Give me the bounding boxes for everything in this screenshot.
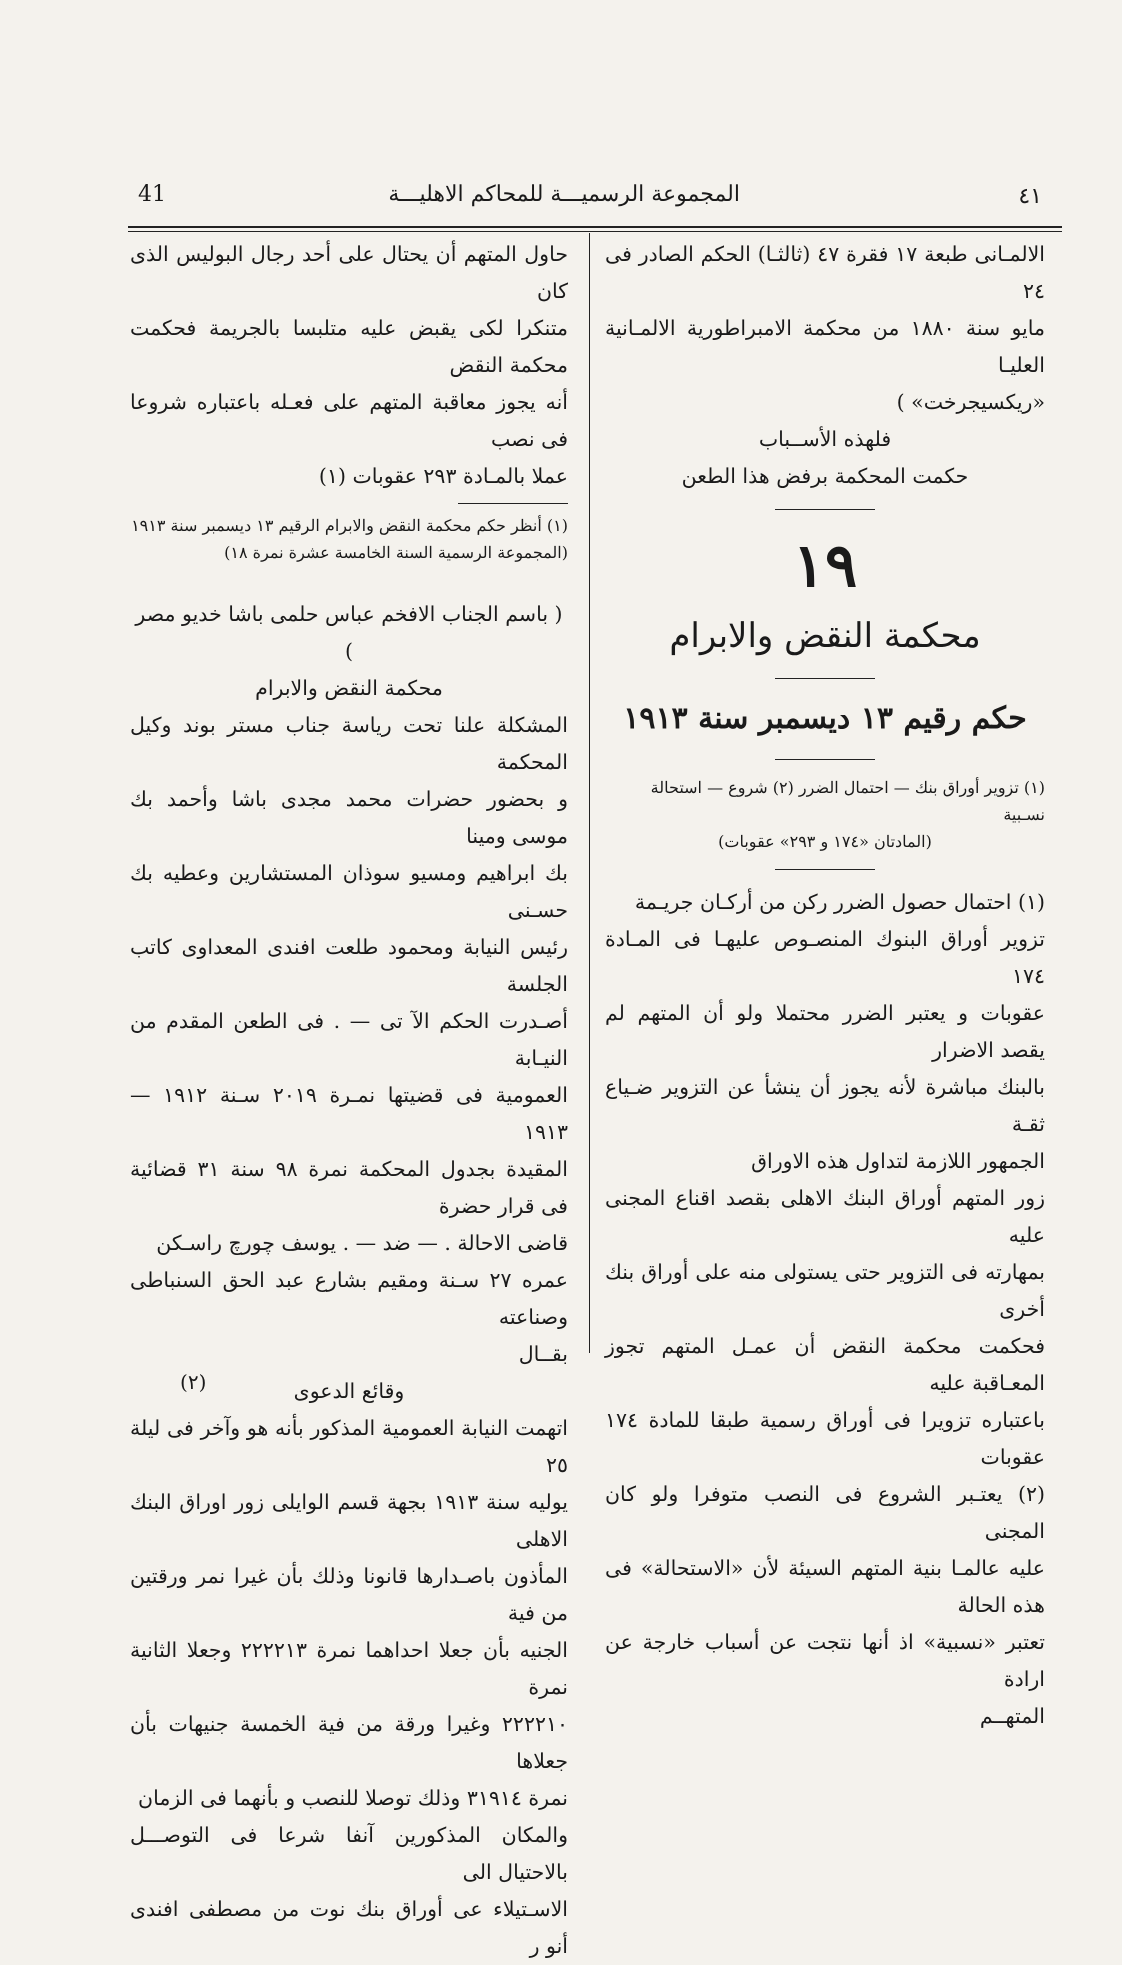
text-line: تعتبر «نسبية» اذ أنها نتجت عن أسباب خارجة عن ارادة xyxy=(605,1630,1045,1691)
text-line: رئيس النيابة ومحمود طلعت افندى المعداوى كاتب الجلسة xyxy=(130,935,568,996)
text-line: عليه عالمـا بنية المتهم السيئة لأن «الاستحالة» فى هذه الحالة xyxy=(605,1556,1045,1617)
facts-heading: وقائع الدعوى xyxy=(293,1379,405,1403)
text-line: تزوير أوراق البنوك المنصـوص عليهـا فى المـادة ١٧٤ xyxy=(605,927,1045,988)
text-line: «ريكسيجرخت» ) xyxy=(896,390,1045,414)
text-line: المأذون باصـدارها قانونا وذلك بأن غيرا نمر ورقتين من فية xyxy=(130,1564,568,1625)
footnote-line: (المجموعة الرسمية السنة الخامسة عشرة نمرة ١٨) xyxy=(224,543,568,562)
text-line: زور المتهم أوراق البنك الاهلى بقصد اقناع المجنى عليه xyxy=(605,1186,1045,1247)
text-line: فحكمت محكمة النقض أن عمـل المتهم تجوز المعـاقبة عليه xyxy=(605,1334,1045,1395)
section-rule xyxy=(775,759,875,760)
text-line: (١) احتمال حصول الضرر ركن من أركـان جريـمة xyxy=(634,890,1045,914)
reasons-heading: فلهذه الأســباب xyxy=(758,427,892,451)
court-name: محكمة النقض والابرام xyxy=(669,616,981,656)
text-line: باعتباره تزويرا فى أوراق رسمية طبقا للمادة ١٧٤ عقوبات xyxy=(605,1408,1045,1469)
summary-line: نسـبية xyxy=(1003,805,1045,824)
case-number: ١٩ xyxy=(792,531,858,601)
text-line: أنه يجوز معاقبة المتهم على فعـله باعتباره شروعا فى نصب xyxy=(130,390,568,451)
text-line: الجنيه بأن جعلا احداهما نمرة ٢٢٢٢١٣ وجعلا الثانية نمرة xyxy=(130,1638,568,1699)
text-line: أصـدرت الحكم الآ تى — . فى الطعن المقدم من النيـابة xyxy=(130,1009,568,1070)
text-line: والمكان المذكورين آنفا شرعا فى التوصـــل بالاحتيال الى xyxy=(130,1823,568,1884)
footnote-line: (١) أنظر حكم محكمة النقض والابرام الرقيم ١٣ ديسمبر سنة ١٩١٣ xyxy=(131,516,568,535)
footnote-separator xyxy=(458,503,568,504)
column-divider xyxy=(589,233,590,1353)
left-column xyxy=(605,236,1045,1735)
text-line: قاضى الاحالة . — ضد — . يوسف چورچ راسـكن xyxy=(156,1231,568,1255)
journal-title: المجموعة الرسميـــة للمحاكم الاهليـــة xyxy=(388,182,740,207)
judgment-title: حكم رقيم ١٣ ديسمبر سنة ١٩١٣ xyxy=(623,701,1027,736)
text-line: عقوبات و يعتبر الضرر محتملا ولو أن المتهم لم يقصد الاضرار xyxy=(605,1001,1045,1062)
text-line: المشكلة علنا تحت رياسة جناب مستر بوند وكيل المحكمة xyxy=(130,713,568,774)
signature-mark: (٢) xyxy=(180,1370,207,1394)
section-rule xyxy=(775,869,875,870)
royal-heading: ( باسم الجناب الافخم عباس حلمى باشا خديو مصر ) xyxy=(135,602,563,663)
summary-articles: (المادتان «١٧٤ و ٢٩٣» عقوبات) xyxy=(718,832,932,851)
text-line: المقيدة بجدول المحكمة نمرة ٩٨ سنة ٣١ قضائية فى قرار حضرة xyxy=(130,1157,568,1218)
ruling-line: حكمت المحكمة برفض هذا الطعن xyxy=(681,464,969,488)
text-line: حاول المتهم أن يحتال على أحد رجال البوليس الذى كان xyxy=(130,242,568,303)
text-line: العمومية فى قضيتها نمـرة ٢٠١٩ سـنة ١٩١٢ — ١٩١٣ xyxy=(130,1083,568,1144)
page-number-arabic: ٤١ xyxy=(1018,184,1042,209)
text-line: ٢٢٢٢١٠ وغيرا ورقة من فية الخمسة جنيهات بأن جعلاها xyxy=(130,1712,568,1773)
header-rule-thin xyxy=(128,231,1062,232)
text-line: (٢) يعتـبر الشروع فى النصب متوفرا ولو كان المجنى xyxy=(605,1482,1045,1543)
page-header xyxy=(130,178,1060,218)
text-line: بالبنك مباشرة لأنه يجوز أن ينشأ عن التزوير ضـياع ثقـة xyxy=(605,1075,1045,1136)
text-line: الاسـتيلاء عى أوراق بنك نوت من مصطفى افندى أنو ر xyxy=(130,1897,568,1958)
court-heading: محكمة النقض والابرام xyxy=(255,676,443,700)
right-column xyxy=(130,236,568,1965)
text-line: مايو سنة ١٨٨٠ من محكمة الامبراطورية الالمـانية العليـا xyxy=(605,316,1045,377)
section-rule xyxy=(775,509,875,510)
text-line: متنكرا لكى يقبض عليه متلبسا بالجريمة فحكمت محكمة النقض xyxy=(130,316,568,377)
text-line: نمرة ٣١٩١٤ وذلك توصلا للنصب و بأنهما فى الزمان xyxy=(138,1786,568,1810)
text-line: و بحضور حضرات محمد مجدى باشا وأحمد بك موسى ومينا xyxy=(130,787,568,848)
text-line: بمهارته فى التزوير حتى يستولى منه على أوراق بنك أخرى xyxy=(605,1260,1045,1321)
page-number-latin: 41 xyxy=(138,182,166,207)
text-line: بقــال xyxy=(518,1342,568,1366)
text-line: بك ابراهيم ومسيو سوذان المستشارين وعطيه بك حسـنى xyxy=(130,861,568,922)
text-line: عملا بالمـادة ٢٩٣ عقوبات (١) xyxy=(318,464,568,488)
section-rule xyxy=(775,678,875,679)
summary-line: (١) تزوير أوراق بنك — احتمال الضرر (٢) شروع — استحالة xyxy=(650,778,1045,797)
text-line: يوليه سنة ١٩١٣ بجهة قسم الوايلى زور اوراق البنك الاهلى xyxy=(130,1490,568,1551)
text-line: عمره ٢٧ سـنة ومقيم بشارع عبد الحق السنباطى وصناعته xyxy=(130,1268,568,1329)
text-line: المتهــم xyxy=(979,1704,1045,1728)
text-line: الالمـانى طبعة ١٧ فقرة ٤٧ (ثالثـا) الحكم الصادر فى ٢٤ xyxy=(605,242,1045,303)
header-rule xyxy=(128,226,1062,228)
text-line: الجمهور اللازمة لتداول هذه الاوراق xyxy=(751,1149,1045,1173)
text-line: اتهمت النيابة العمومية المذكور بأنه هو وآخر فى ليلة ٢٥ xyxy=(130,1416,568,1477)
